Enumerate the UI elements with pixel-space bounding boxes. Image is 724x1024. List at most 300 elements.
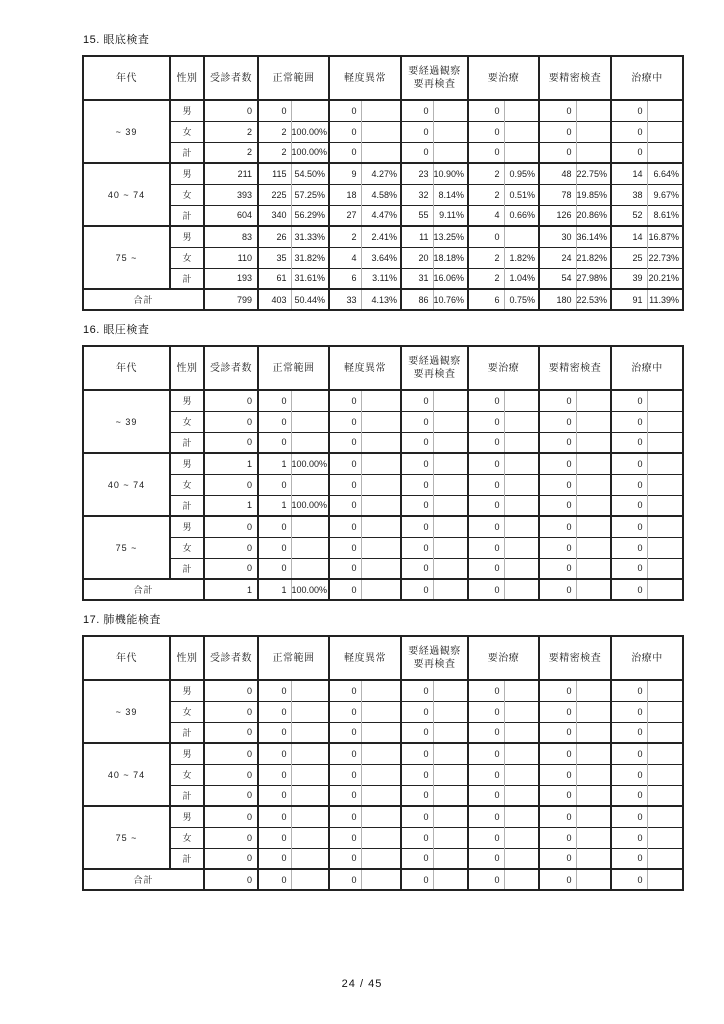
table-row: [83, 432, 683, 453]
category-count-cell: 0: [611, 701, 647, 722]
category-count-cell: 0: [401, 432, 433, 453]
category-count-cell: 0: [329, 142, 361, 163]
category-percent-cell: [291, 785, 329, 806]
category-count-cell: 0: [539, 722, 576, 743]
category-count-cell: 0: [468, 432, 504, 453]
category-count-cell: 0: [329, 785, 361, 806]
table-row: [83, 226, 683, 247]
header-sex: 性別: [170, 346, 204, 390]
examinee-count-cell: 799: [204, 289, 258, 310]
category-percent-cell: [504, 226, 539, 247]
fundus-exam-table-host: [82, 55, 724, 311]
category-percent-cell: [291, 743, 329, 764]
category-count-cell: 0: [401, 785, 433, 806]
category-count-cell: 403: [258, 289, 291, 310]
category-count-cell: 2: [468, 268, 504, 289]
category-percent-cell: [433, 869, 468, 890]
category-percent-cell: [291, 827, 329, 848]
category-percent-cell: 21.82%: [576, 247, 611, 268]
category-percent-cell: [576, 537, 611, 558]
category-count-cell: 0: [611, 411, 647, 432]
category-percent-cell: [504, 474, 539, 495]
category-percent-cell: [647, 701, 683, 722]
examinee-count-cell: 0: [204, 722, 258, 743]
category-count-cell: 0: [539, 390, 576, 411]
category-percent-cell: [291, 474, 329, 495]
category-percent-cell: [647, 743, 683, 764]
category-count-cell: 38: [611, 184, 647, 205]
category-count-cell: 0: [329, 848, 361, 869]
category-percent-cell: [576, 100, 611, 121]
category-percent-cell: 19.85%: [576, 184, 611, 205]
sex-cell: 女: [170, 764, 204, 785]
category-count-cell: 0: [611, 495, 647, 516]
category-percent-cell: 50.44%: [291, 289, 329, 310]
category-count-cell: 0: [401, 453, 433, 474]
category-count-cell: 225: [258, 184, 291, 205]
category-count-cell: 0: [468, 869, 504, 890]
category-percent-cell: [291, 432, 329, 453]
category-count-cell: 0: [401, 680, 433, 701]
category-count-cell: 0: [611, 474, 647, 495]
category-count-cell: 0: [611, 100, 647, 121]
age-group-cell: 40 ~ 74: [83, 453, 170, 516]
category-count-cell: 0: [468, 743, 504, 764]
sex-cell: 計: [170, 205, 204, 226]
category-percent-cell: 22.53%: [576, 289, 611, 310]
category-count-cell: 0: [401, 806, 433, 827]
category-percent-cell: [504, 785, 539, 806]
report-table: [82, 345, 684, 601]
age-group-cell: ~ 39: [83, 390, 170, 453]
age-group-cell: 75 ~: [83, 516, 170, 579]
category-count-cell: 0: [468, 701, 504, 722]
category-percent-cell: [504, 722, 539, 743]
category-percent-cell: [361, 827, 401, 848]
table-row: [83, 268, 683, 289]
category-count-cell: 0: [329, 701, 361, 722]
category-count-cell: 0: [258, 764, 291, 785]
category-percent-cell: 13.25%: [433, 226, 468, 247]
category-percent-cell: [647, 474, 683, 495]
category-count-cell: 0: [401, 743, 433, 764]
category-percent-cell: [647, 516, 683, 537]
category-percent-cell: 20.21%: [647, 268, 683, 289]
category-percent-cell: [291, 848, 329, 869]
examinee-count-cell: 393: [204, 184, 258, 205]
category-count-cell: 0: [468, 537, 504, 558]
page-number: 24 / 45: [341, 978, 383, 990]
category-count-cell: 2: [468, 163, 504, 184]
category-percent-cell: [576, 785, 611, 806]
category-percent-cell: [433, 785, 468, 806]
category-percent-cell: 11.39%: [647, 289, 683, 310]
sex-cell: 男: [170, 226, 204, 247]
category-count-cell: 0: [611, 722, 647, 743]
age-group-cell: 40 ~ 74: [83, 743, 170, 806]
category-percent-cell: [576, 474, 611, 495]
section-title: 17. 肺機能検査: [83, 614, 161, 626]
category-percent-cell: [361, 121, 401, 142]
category-percent-cell: [361, 516, 401, 537]
category-percent-cell: 20.86%: [576, 205, 611, 226]
category-percent-cell: 4.27%: [361, 163, 401, 184]
category-count-cell: 2: [258, 142, 291, 163]
category-count-cell: 0: [611, 453, 647, 474]
table-row: [83, 537, 683, 558]
category-percent-cell: [504, 516, 539, 537]
examinee-count-cell: 193: [204, 268, 258, 289]
examinee-count-cell: 1: [204, 495, 258, 516]
sex-cell: 計: [170, 785, 204, 806]
examinee-count-cell: 0: [204, 806, 258, 827]
category-count-cell: 0: [539, 411, 576, 432]
category-percent-cell: 3.64%: [361, 247, 401, 268]
category-count-cell: 0: [401, 142, 433, 163]
category-percent-cell: [433, 848, 468, 869]
category-percent-cell: [576, 121, 611, 142]
category-percent-cell: [647, 848, 683, 869]
category-percent-cell: [361, 848, 401, 869]
header-age: 年代: [83, 346, 170, 390]
category-percent-cell: [504, 764, 539, 785]
category-percent-cell: [647, 495, 683, 516]
category-percent-cell: [576, 495, 611, 516]
category-percent-cell: 57.25%: [291, 184, 329, 205]
category-percent-cell: 9.67%: [647, 184, 683, 205]
header-normal-range: 正常範囲: [258, 346, 329, 390]
category-count-cell: 0: [611, 806, 647, 827]
category-percent-cell: [361, 411, 401, 432]
category-count-cell: 0: [401, 869, 433, 890]
category-count-cell: 0: [468, 680, 504, 701]
category-count-cell: 0: [539, 785, 576, 806]
category-percent-cell: 0.51%: [504, 184, 539, 205]
category-count-cell: 0: [401, 848, 433, 869]
category-percent-cell: 100.00%: [291, 142, 329, 163]
category-count-cell: 0: [329, 453, 361, 474]
sex-cell: 計: [170, 495, 204, 516]
table-row: [83, 680, 683, 701]
category-count-cell: 0: [539, 848, 576, 869]
examinee-count-cell: 83: [204, 226, 258, 247]
category-count-cell: 0: [468, 516, 504, 537]
header-age: 年代: [83, 56, 170, 100]
category-count-cell: 0: [539, 100, 576, 121]
category-count-cell: 126: [539, 205, 576, 226]
category-percent-cell: [576, 827, 611, 848]
sex-cell: 男: [170, 390, 204, 411]
category-count-cell: 54: [539, 268, 576, 289]
header-mild-abnormality: 軽度異常: [329, 346, 401, 390]
category-percent-cell: [647, 142, 683, 163]
category-percent-cell: [504, 390, 539, 411]
category-percent-cell: [291, 701, 329, 722]
category-count-cell: 0: [611, 432, 647, 453]
category-count-cell: 35: [258, 247, 291, 268]
category-count-cell: 0: [401, 495, 433, 516]
category-percent-cell: [433, 806, 468, 827]
category-percent-cell: [291, 722, 329, 743]
category-percent-cell: [433, 121, 468, 142]
table-row: [83, 722, 683, 743]
category-percent-cell: [433, 680, 468, 701]
category-count-cell: 0: [329, 495, 361, 516]
examinee-count-cell: 604: [204, 205, 258, 226]
examinee-count-cell: 0: [204, 100, 258, 121]
category-percent-cell: [504, 495, 539, 516]
category-count-cell: 0: [539, 558, 576, 579]
category-percent-cell: [361, 537, 401, 558]
table-row: [83, 247, 683, 268]
examinee-count-cell: 0: [204, 848, 258, 869]
category-percent-cell: [291, 516, 329, 537]
category-count-cell: 0: [468, 848, 504, 869]
category-percent-cell: [291, 100, 329, 121]
category-count-cell: 86: [401, 289, 433, 310]
header-examinee-count: 受診者数: [204, 636, 258, 680]
category-percent-cell: [361, 432, 401, 453]
table-row: [83, 764, 683, 785]
category-percent-cell: [576, 390, 611, 411]
header-normal-range: 正常範囲: [258, 56, 329, 100]
category-count-cell: 0: [539, 743, 576, 764]
category-percent-cell: [576, 680, 611, 701]
category-percent-cell: 56.29%: [291, 205, 329, 226]
report-table: [82, 55, 684, 311]
table-row: [83, 390, 683, 411]
category-percent-cell: [433, 411, 468, 432]
category-percent-cell: [647, 722, 683, 743]
category-count-cell: 24: [539, 247, 576, 268]
category-count-cell: 33: [329, 289, 361, 310]
category-count-cell: 2: [258, 121, 291, 142]
category-count-cell: 0: [258, 680, 291, 701]
category-count-cell: 0: [258, 848, 291, 869]
category-percent-cell: [361, 100, 401, 121]
header-detailed-exam-required: 要精密検査: [539, 636, 611, 680]
category-count-cell: 31: [401, 268, 433, 289]
category-percent-cell: 18.18%: [433, 247, 468, 268]
category-count-cell: 0: [468, 495, 504, 516]
category-count-cell: 340: [258, 205, 291, 226]
category-count-cell: 1: [258, 579, 291, 600]
category-count-cell: 2: [329, 226, 361, 247]
category-count-cell: 0: [329, 869, 361, 890]
header-normal-range: 正常範囲: [258, 636, 329, 680]
category-count-cell: 0: [258, 722, 291, 743]
sex-cell: 計: [170, 558, 204, 579]
category-percent-cell: [361, 495, 401, 516]
category-percent-cell: [361, 474, 401, 495]
category-count-cell: 0: [539, 579, 576, 600]
category-percent-cell: [361, 390, 401, 411]
category-count-cell: 30: [539, 226, 576, 247]
total-label-cell: 合計: [83, 869, 204, 890]
category-percent-cell: [433, 100, 468, 121]
category-percent-cell: [433, 142, 468, 163]
category-percent-cell: [576, 579, 611, 600]
table-row: [83, 848, 683, 869]
category-count-cell: 0: [401, 722, 433, 743]
category-count-cell: 0: [258, 701, 291, 722]
category-count-cell: 0: [611, 537, 647, 558]
examinee-count-cell: 0: [204, 785, 258, 806]
header-under-treatment: 治療中: [611, 56, 683, 100]
category-count-cell: 0: [258, 869, 291, 890]
examinee-count-cell: 0: [204, 869, 258, 890]
category-count-cell: 0: [468, 142, 504, 163]
category-percent-cell: 100.00%: [291, 121, 329, 142]
category-percent-cell: [576, 142, 611, 163]
category-count-cell: 0: [401, 474, 433, 495]
category-percent-cell: [647, 537, 683, 558]
category-percent-cell: [647, 390, 683, 411]
category-count-cell: 0: [401, 558, 433, 579]
category-percent-cell: [361, 453, 401, 474]
category-count-cell: 0: [468, 226, 504, 247]
category-count-cell: 0: [611, 680, 647, 701]
category-count-cell: 180: [539, 289, 576, 310]
category-count-cell: 0: [258, 411, 291, 432]
category-percent-cell: [647, 558, 683, 579]
header-followup-reexam: 要経過観察 要再検査: [401, 636, 468, 680]
category-percent-cell: 6.64%: [647, 163, 683, 184]
category-count-cell: 91: [611, 289, 647, 310]
category-count-cell: 0: [468, 722, 504, 743]
category-percent-cell: 2.41%: [361, 226, 401, 247]
category-percent-cell: 0.66%: [504, 205, 539, 226]
category-count-cell: 0: [468, 474, 504, 495]
category-count-cell: 0: [468, 579, 504, 600]
category-percent-cell: [361, 558, 401, 579]
category-count-cell: 0: [611, 516, 647, 537]
category-percent-cell: [291, 680, 329, 701]
table-row: [83, 411, 683, 432]
category-percent-cell: 10.76%: [433, 289, 468, 310]
category-count-cell: 0: [329, 432, 361, 453]
category-count-cell: 1: [258, 495, 291, 516]
table-row: [83, 100, 683, 121]
category-percent-cell: [504, 869, 539, 890]
category-count-cell: 4: [329, 247, 361, 268]
sex-cell: 男: [170, 806, 204, 827]
section-title: 15. 眼底検査: [83, 34, 150, 46]
category-count-cell: 0: [539, 680, 576, 701]
category-count-cell: 0: [539, 121, 576, 142]
category-count-cell: 9: [329, 163, 361, 184]
sex-cell: 男: [170, 743, 204, 764]
category-percent-cell: [433, 390, 468, 411]
category-count-cell: 0: [329, 764, 361, 785]
category-count-cell: 0: [401, 579, 433, 600]
table-row: [83, 495, 683, 516]
category-percent-cell: [504, 537, 539, 558]
category-percent-cell: 0.95%: [504, 163, 539, 184]
examinee-count-cell: 0: [204, 516, 258, 537]
total-row: [83, 869, 683, 890]
category-percent-cell: 31.82%: [291, 247, 329, 268]
category-count-cell: 0: [468, 558, 504, 579]
lung-function-exam-table-host: [82, 635, 724, 891]
category-count-cell: 0: [258, 474, 291, 495]
examinee-count-cell: 0: [204, 701, 258, 722]
category-count-cell: 0: [611, 848, 647, 869]
category-count-cell: 0: [611, 827, 647, 848]
category-count-cell: 0: [539, 474, 576, 495]
table-row: [83, 453, 683, 474]
category-percent-cell: [504, 558, 539, 579]
category-count-cell: 0: [468, 827, 504, 848]
category-count-cell: 0: [611, 869, 647, 890]
category-percent-cell: [291, 411, 329, 432]
sex-cell: 女: [170, 411, 204, 432]
header-followup-reexam: 要経過観察 要再検査: [401, 346, 468, 390]
header-mild-abnormality: 軽度異常: [329, 636, 401, 680]
category-percent-cell: 36.14%: [576, 226, 611, 247]
category-count-cell: 0: [611, 764, 647, 785]
category-percent-cell: [647, 680, 683, 701]
category-count-cell: 0: [468, 785, 504, 806]
sex-cell: 女: [170, 537, 204, 558]
sex-cell: 男: [170, 453, 204, 474]
category-percent-cell: [361, 142, 401, 163]
category-percent-cell: 9.11%: [433, 205, 468, 226]
header-examinee-count: 受診者数: [204, 346, 258, 390]
examinee-count-cell: 211: [204, 163, 258, 184]
examinee-count-cell: 0: [204, 827, 258, 848]
category-count-cell: 0: [401, 827, 433, 848]
category-count-cell: 0: [539, 432, 576, 453]
category-percent-cell: 27.98%: [576, 268, 611, 289]
age-group-cell: ~ 39: [83, 100, 170, 163]
sex-cell: 女: [170, 827, 204, 848]
category-count-cell: 0: [258, 390, 291, 411]
examinee-count-cell: 0: [204, 743, 258, 764]
category-count-cell: 39: [611, 268, 647, 289]
category-count-cell: 0: [539, 516, 576, 537]
category-count-cell: 0: [329, 743, 361, 764]
category-percent-cell: [291, 558, 329, 579]
sex-cell: 女: [170, 474, 204, 495]
category-count-cell: 0: [258, 806, 291, 827]
category-percent-cell: 10.90%: [433, 163, 468, 184]
category-count-cell: 0: [401, 516, 433, 537]
category-percent-cell: [433, 743, 468, 764]
category-percent-cell: 100.00%: [291, 495, 329, 516]
category-count-cell: 0: [401, 537, 433, 558]
category-percent-cell: 16.06%: [433, 268, 468, 289]
category-count-cell: 4: [468, 205, 504, 226]
sex-cell: 計: [170, 142, 204, 163]
category-count-cell: 0: [468, 100, 504, 121]
section-eye-pressure-exam: [82, 323, 724, 601]
header-row: [83, 346, 683, 390]
table-row: [83, 558, 683, 579]
category-count-cell: 0: [329, 558, 361, 579]
category-percent-cell: [433, 701, 468, 722]
examinee-count-cell: 1: [204, 579, 258, 600]
category-percent-cell: [576, 743, 611, 764]
category-count-cell: 0: [539, 806, 576, 827]
category-count-cell: 25: [611, 247, 647, 268]
category-percent-cell: [647, 806, 683, 827]
age-group-cell: 40 ~ 74: [83, 163, 170, 226]
category-count-cell: 2: [468, 184, 504, 205]
category-percent-cell: [433, 474, 468, 495]
category-count-cell: 23: [401, 163, 433, 184]
category-percent-cell: [504, 121, 539, 142]
